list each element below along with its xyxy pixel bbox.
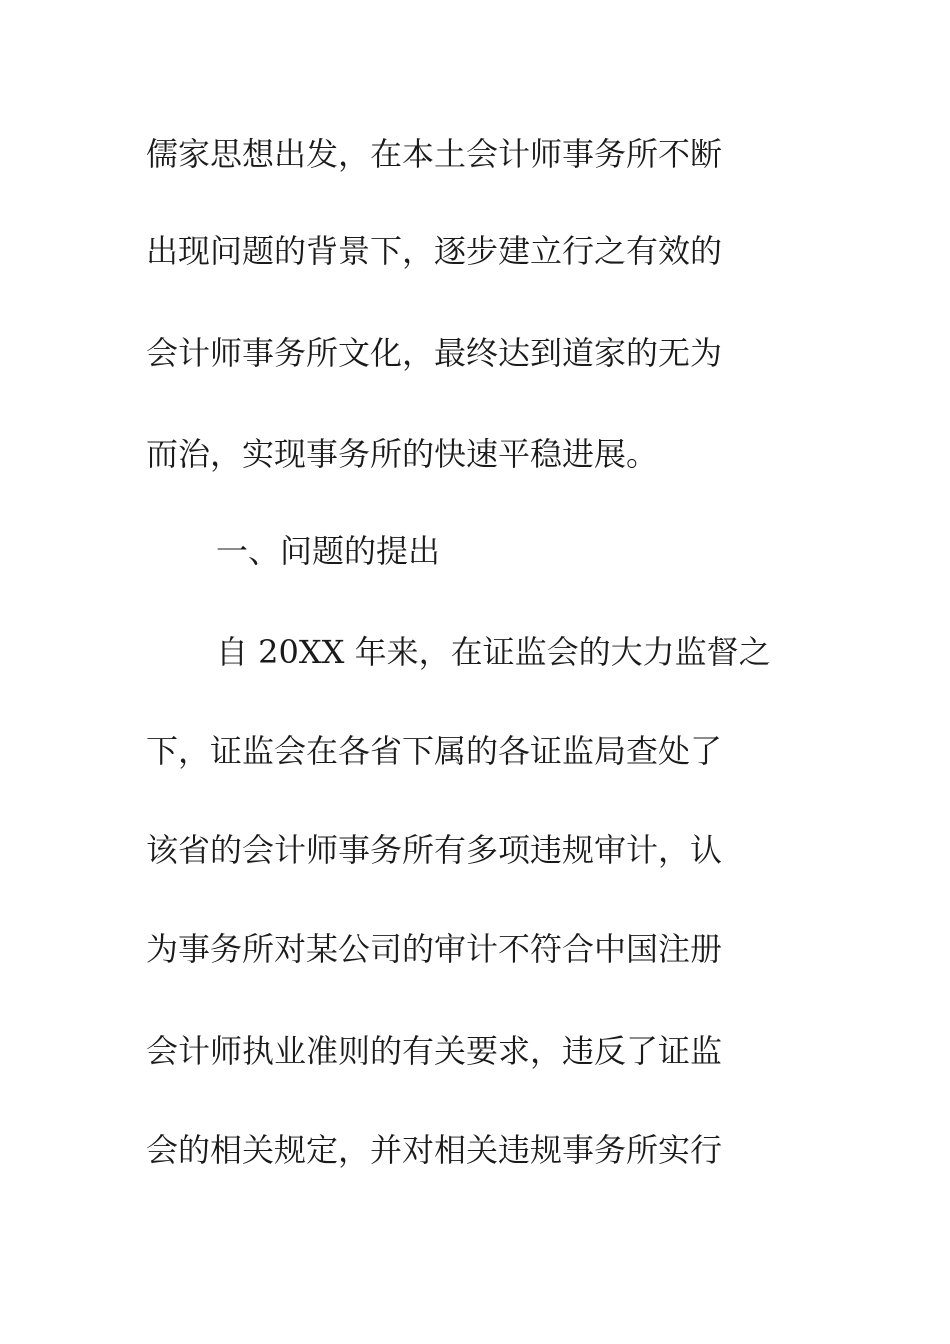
paragraph-line: 为事务所对某公司的审计不符合中国注册 bbox=[146, 930, 723, 968]
paragraph-line: 儒家思想出发，在本土会计师事务所不断 bbox=[146, 135, 723, 173]
paragraph-line: 自 20XX 年来，在证监会的大力监督之 bbox=[216, 633, 771, 671]
section-heading: 一、问题的提出 bbox=[216, 532, 441, 570]
paragraph-line: 会计师执业准则的有关要求，违反了证监 bbox=[146, 1032, 723, 1070]
paragraph-line: 出现问题的背景下，逐步建立行之有效的 bbox=[146, 232, 723, 270]
paragraph-line: 会的相关规定，并对相关违规事务所实行 bbox=[146, 1131, 723, 1169]
paragraph-line: 而治，实现事务所的快速平稳进展。 bbox=[146, 435, 659, 473]
paragraph-line: 会计师事务所文化，最终达到道家的无为 bbox=[146, 334, 723, 372]
paragraph-line: 该省的会计师事务所有多项违规审计，认 bbox=[146, 831, 723, 869]
paragraph-line: 下，证监会在各省下属的各证监局查处了 bbox=[146, 732, 723, 770]
